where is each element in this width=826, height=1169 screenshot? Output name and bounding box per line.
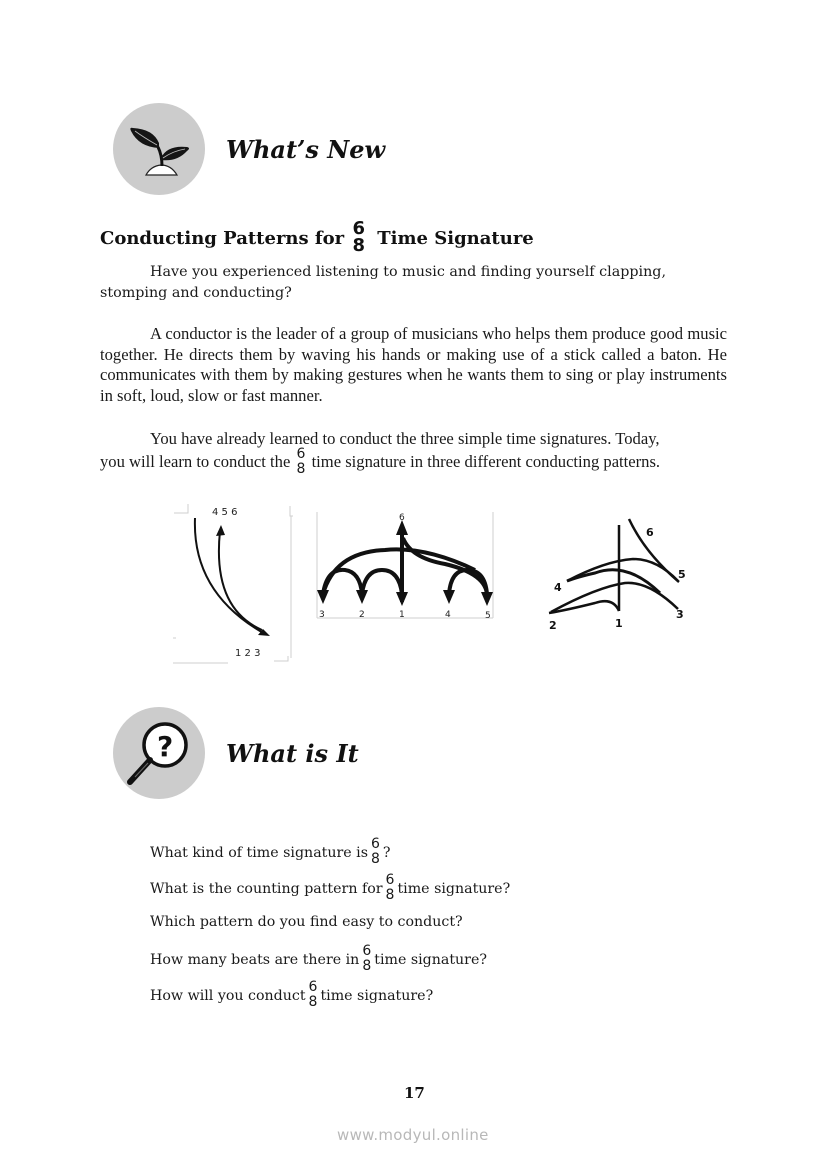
time-signature-6-8: 6 8 — [385, 872, 395, 903]
what-is-it-badge — [113, 707, 205, 799]
question-item: How many beats are there in 6 8 time signature? — [150, 943, 487, 974]
pattern1-top-label: 4 5 6 — [212, 507, 238, 518]
patterns-paragraph — [100, 429, 727, 478]
pattern2-label-5: 5 — [485, 611, 491, 621]
page-number: 17 — [404, 1084, 425, 1102]
patterns-paragraph-line1: You have already learned to conduct the three simple time signatures. Today, — [150, 429, 660, 448]
question-item: Which pattern do you find easy to conduct? — [150, 914, 463, 930]
pattern3-label-4: 4 — [554, 581, 562, 594]
whats-new-badge — [113, 103, 205, 195]
section-title-whats-new: What’s New — [226, 135, 386, 164]
plant-sprout-icon — [113, 103, 205, 195]
watermark-link: www.modyul.online — [337, 1126, 489, 1144]
pattern3-label-6: 6 — [646, 526, 654, 539]
pattern3-label-1: 1 — [615, 617, 623, 630]
time-signature-6-8: 6 8 — [296, 446, 306, 477]
pattern3-label-3: 3 — [676, 608, 684, 621]
pattern3-label-2: 2 — [549, 619, 557, 632]
intro-paragraph: Have you experienced listening to music and finding yourself clapping, stomping and conducting? — [100, 264, 667, 301]
conducting-pattern-two-beat — [170, 498, 295, 666]
magnifier-question-icon — [113, 707, 205, 799]
conducting-pattern-arc — [315, 508, 497, 624]
pattern2-label-4: 4 — [445, 610, 451, 620]
pattern2-label-6: 6 — [399, 513, 405, 523]
time-signature-6-8: 6 8 — [308, 979, 318, 1010]
pattern1-bottom-label: 1 2 3 — [235, 648, 261, 659]
heading-suffix: Time Signature — [377, 228, 534, 250]
section-title-what-is-it: What is It — [226, 739, 359, 768]
pattern2-label-2: 2 — [359, 610, 365, 620]
question-item: How will you conduct 6 8 time signature? — [150, 979, 434, 1010]
question-item: What kind of time signature is 6 8 ? — [150, 836, 391, 867]
pattern2-label-1: 1 — [399, 610, 405, 620]
time-signature-6-8: 6 8 — [371, 836, 380, 867]
time-signature-6-8: 6 8 — [352, 218, 365, 257]
pattern3-label-5: 5 — [678, 568, 686, 581]
question-item: What is the counting pattern for 6 8 time signature? — [150, 872, 511, 903]
lesson-heading — [100, 218, 534, 257]
time-signature-6-8: 6 8 — [362, 943, 372, 974]
patterns-paragraph-line2: you will learn to conduct the 6 8 time signature in three different conducting patterns. — [100, 446, 661, 477]
heading-prefix: Conducting Patterns for — [100, 228, 345, 250]
pattern2-label-3: 3 — [319, 610, 325, 620]
conductor-paragraph: A conductor is the leader of a group of musicians who helps them produce good music together. He directs them by waving his hands or making use of a stick called a baton. He communicates with them by making gestures when he wants them to sing or play instruments in soft, loud, slow or fast manner. — [100, 324, 727, 405]
conducting-pattern-six-beat — [545, 515, 695, 633]
svg-text:?: ? — [157, 730, 174, 763]
